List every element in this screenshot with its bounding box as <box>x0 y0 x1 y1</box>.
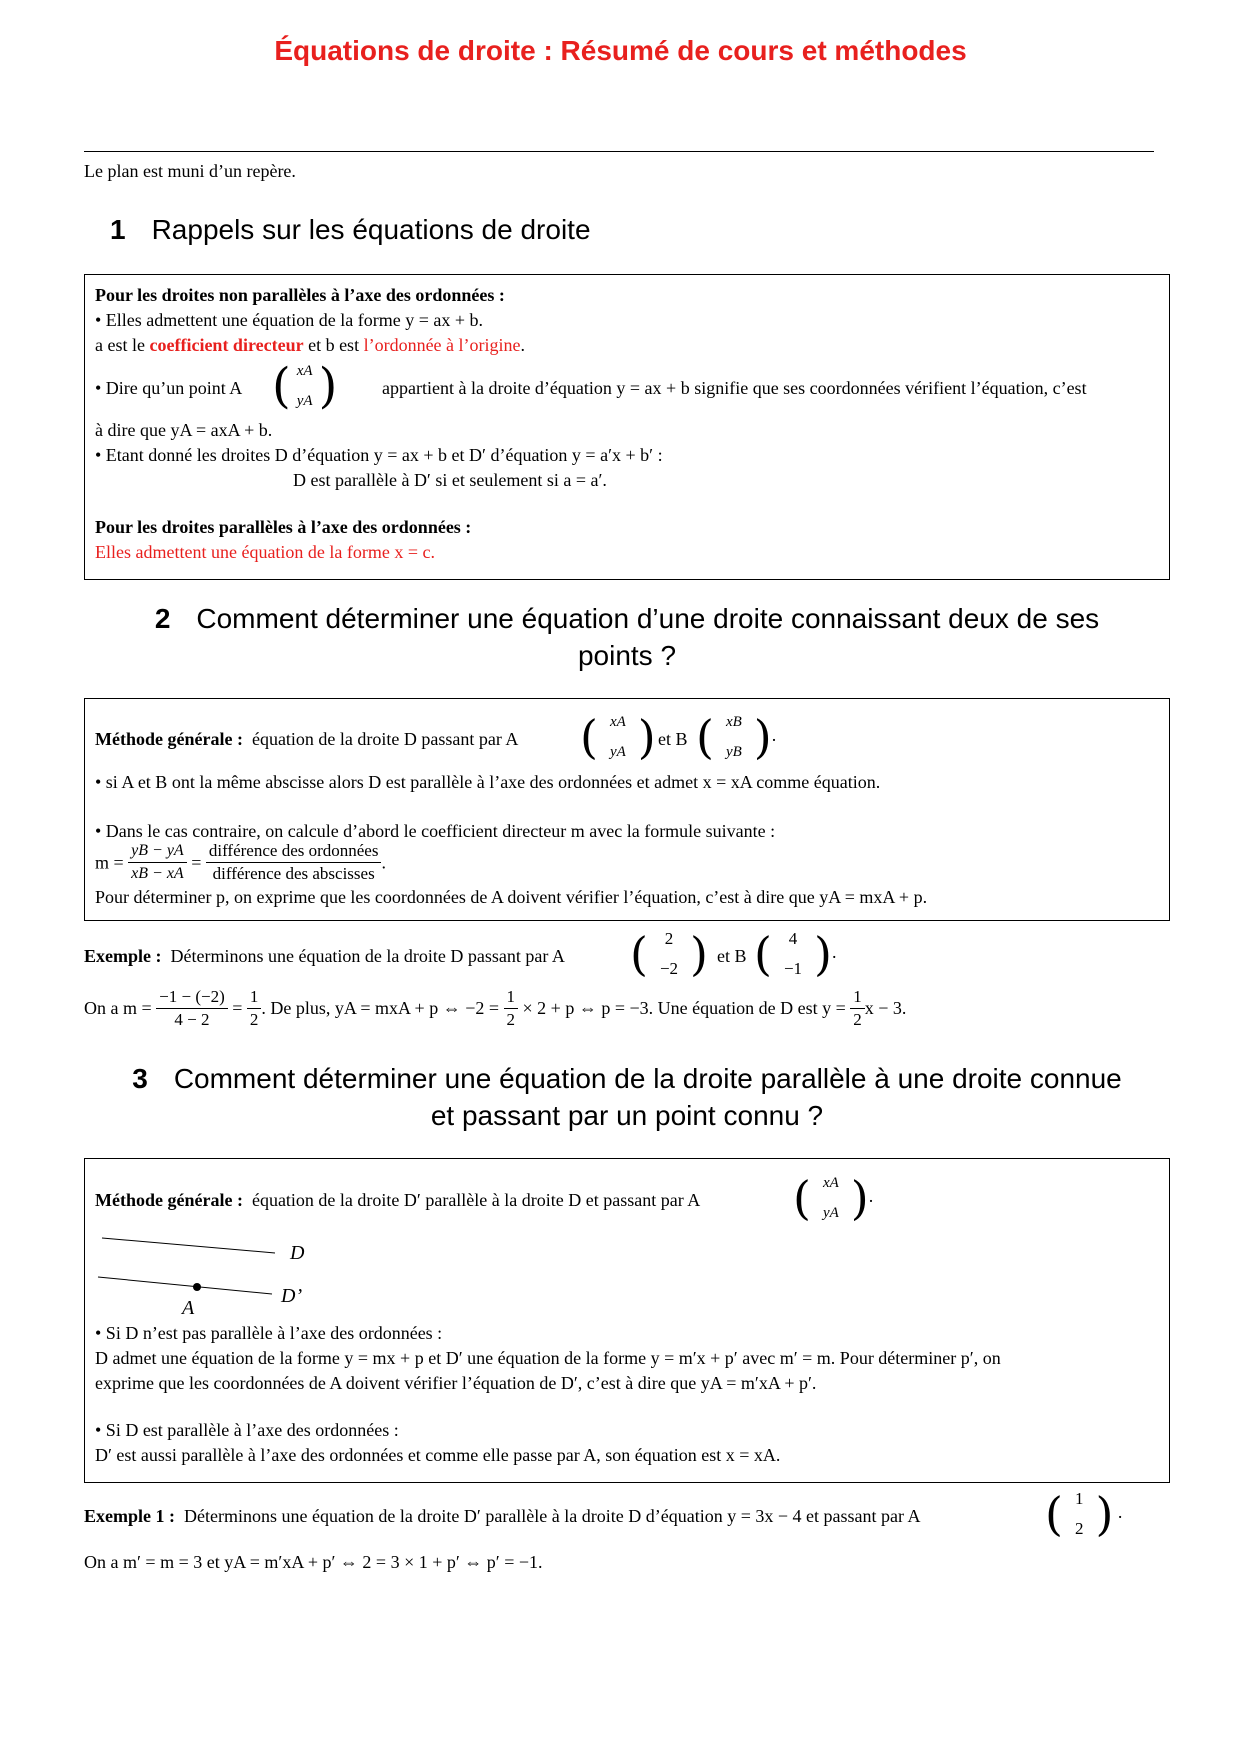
s1-line-5: • Etant donné les droites D d’équation y = ax + b et D′ d’équation y = a′x + b′ : <box>95 445 663 465</box>
s3-line-5: D′ est aussi parallèle à l’axe des ordonnées et comme elle passe par A, son équation est x = xA. <box>95 1445 781 1465</box>
s2-solution: On a m = $\frac{-1 - (-2)}{4 - 2}$ = $\frac{1}{2}$ . De plus, yA = mxA + p ⇔ −2 = $\frac{1}{2}$ × 2 + p ⇔ p = −3. Une équation de D est y = $\frac{1}{2}$ x − 3. <box>84 987 907 1029</box>
s3-example: Exemple 1 : Déterminons une équation de la droite D′ parallèle à la droite D d’équation y = 3x − 4 et passant par A <box>84 1506 921 1526</box>
coefficient-directeur: coefficient directeur <box>149 335 304 355</box>
s1-line-6: D est parallèle à D′ si et seulement si a = a′. <box>293 470 607 490</box>
s1-line-3a: • Dire qu’un point A <box>95 378 243 398</box>
s3-solution: On a m′ = m = 3 et yA = m′xA + p′ ⇔ 2 = 3 × 1 + p′ ⇔ p′ = −1. <box>84 1552 543 1572</box>
s2-line-3: Pour déterminer p, on exprime que les coordonnées de A doivent vérifier l’équation, c’est à dire que yA = mxA + p. <box>95 887 928 907</box>
s3-line-3: exprime que les coordonnées de A doivent vérifier l’équation de D′, c’est à dire que yA = m′xA + p′. <box>95 1373 817 1393</box>
line-D-prime <box>98 1277 272 1294</box>
s3-line-2: D admet une équation de la forme y = mx + p et D′ une équation de la forme y = m′x + p′ avec m′ = m. Pour déterminer p′, on <box>95 1348 1001 1368</box>
vector-A-example-s3: ( 1 2 ) . <box>1045 1487 1123 1541</box>
ordonnee-origine: l’ordonnée à l’origine <box>363 335 521 355</box>
s3-method: Méthode générale : équation de la droite D′ parallèle à la droite D et passant par A <box>95 1190 701 1210</box>
vector-A-s3: ( xA yA ). <box>793 1171 874 1225</box>
section-number: 1 <box>110 214 126 245</box>
vector-B-general: ( xB yB ). <box>696 710 777 764</box>
section-3-heading: 3 Comment déterminer une équation de la droite parallèle à une droite connue et passant par un point connu ? <box>132 1063 1122 1131</box>
vector-A-example: ( 2 −2 ) <box>630 927 708 981</box>
s2-line-1: • si A et B ont la même abscisse alors D est parallèle à l’axe des ordonnées et admet x = xA comme équation. <box>95 772 881 792</box>
parallel-lines-diagram <box>90 1230 350 1320</box>
point-A <box>193 1283 201 1291</box>
parallel-heading: Pour les droites parallèles à l’axe des ordonnées : <box>95 517 472 537</box>
section-2-heading: 2 Comment déterminer une équation d’une droite connaissant deux de ses points ? <box>154 603 1100 671</box>
s2-et: et B <box>658 729 688 749</box>
section-1-heading <box>110 214 591 246</box>
line-D <box>102 1238 275 1253</box>
s2-example: Exemple : Déterminons une équation de la droite D passant par A <box>84 946 565 966</box>
vector-B-example: ( 4 −1 ). <box>754 927 837 981</box>
vector-A: ( xA yA ) <box>272 358 338 414</box>
vector-A-general: ( xA yA ) <box>580 710 656 764</box>
label-D-prime: D’ <box>281 1285 303 1307</box>
s1-line-2: a est le coefficient directeur et b est l’ordonnée à l’origine. <box>95 335 526 355</box>
s3-line-4: • Si D est parallèle à l’axe des ordonnées : <box>95 1420 399 1440</box>
label-A: A <box>182 1297 195 1319</box>
nonparallel-heading: Pour les droites non parallèles à l’axe des ordonnées : <box>95 285 505 305</box>
s1-line-4: à dire que yA = axA + b. <box>95 420 273 440</box>
s2-line-2: • Dans le cas contraire, on calcule d’abord le coefficient directeur m avec la formule suivante : <box>95 821 776 841</box>
slope-formula: m = $\frac{yB - yA}{xB - xA}$ = $\frac{\text{différence des ordonnées}}{\text{différence des abscisses}}$ . <box>95 841 386 883</box>
s2-ex-et: et B <box>717 946 747 966</box>
s1-line-7: Elles admettent une équation de la forme x = c. <box>95 542 436 562</box>
page-title: Équations de droite : Résumé de cours et méthodes <box>274 35 967 66</box>
intro-text: Le plan est muni d’un repère. <box>84 161 296 181</box>
s1-line-1: • Elles admettent une équation de la forme y = ax + b. <box>95 310 483 330</box>
title-divider <box>84 151 1154 152</box>
s3-line-1: • Si D n’est pas parallèle à l’axe des ordonnées : <box>95 1323 443 1343</box>
s1-line-3b: appartient à la droite d’équation y = ax + b signifie que ses coordonnées vérifient l’équation, c’est <box>382 378 1087 398</box>
section-title: Rappels sur les équations de droite <box>151 214 591 245</box>
label-D: D <box>290 1242 305 1264</box>
s2-method: Méthode générale : équation de la droite D passant par A <box>95 729 519 749</box>
